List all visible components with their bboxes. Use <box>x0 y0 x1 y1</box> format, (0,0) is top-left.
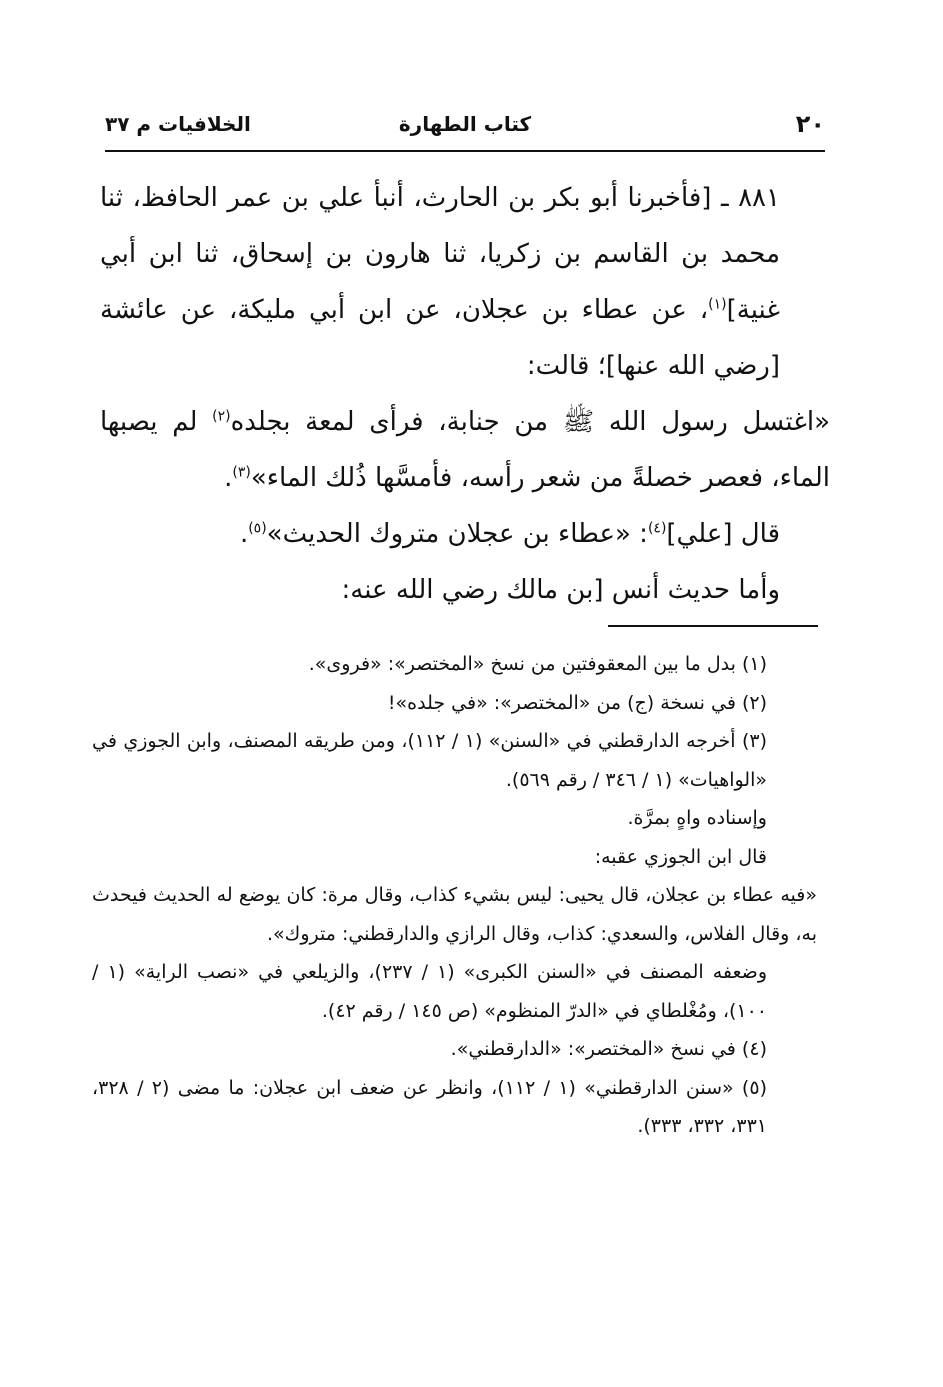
footnote-3-qala: قال ابن الجوزي عقبه: <box>594 845 767 868</box>
footnote-ref-5: (٥) <box>248 520 267 537</box>
page-number: ٢٠ <box>795 110 825 138</box>
isnad-part1: ٨٨١ ـ [فأخبرنا أبو بكر بن الحارث، أنبأ علي بن عمر الحافظ، ثنا محمد بن القاسم بن زكريا، ثنا هارون بن إسحاق، ثنا ابن أبي غنية] <box>100 183 780 325</box>
footnote-ref-4: (٤) <box>647 520 667 537</box>
qala-part2: : «عطاء بن عجلان متروك الحديث» <box>266 519 648 549</box>
footnotes <box>92 645 817 1146</box>
footnote-5: (٥) «سنن الدارقطني» (١ / ١١٢)، وانظر عن ضعف ابن عجلان: ما مضى (٢ / ٣٢٨، ٣٣١، ٣٣٢، ٣٣٣). <box>92 1076 767 1137</box>
anas-hadith-intro: وأما حديث أنس [بن مالك رضي الله عنه: <box>341 575 780 605</box>
chapter-title: كتاب الطهارة <box>398 112 532 136</box>
footnote-3-quote: «فيه عطاء بن عجلان، قال يحيى: ليس بشيء كذاب، وقال مرة: كان يوضع له الحديث فيحدث به، وقال الفلاس، والسعدي: كذاب، وقال الرازي والدارقطني: متروك». <box>92 884 817 945</box>
footnote-3: (٣) أخرجه الدارقطني في «السنن» (١ / ١١٢)، ومن طريقه المصنف، وابن الجوزي في «الواهيات» (١ / ٣٤٦ / رقم ٥٦٩). <box>92 730 768 791</box>
header-rule <box>105 150 825 152</box>
footnote-ref-1: (١) <box>708 296 727 313</box>
footnote-3-daaf: وضعفه المصنف في «السنن الكبرى» (١ / ٢٣٧)، والزيلعي في «نصب الراية» (١ / ١٠٠)، ومُغْلطاي في «الدرّ المنظوم» (ص ١٤٥ / رقم ٤٢). <box>92 961 767 1022</box>
matn-end: . <box>224 463 233 493</box>
footnote-ref-2: (٢) <box>212 408 231 425</box>
book-title: الخلافيات م ٣٧ <box>105 112 251 136</box>
footnote-4: (٤) في نسخ «المختصر»: «الدارقطني». <box>450 1038 767 1060</box>
qala-ali <box>100 506 830 562</box>
matn-part1: «اغتسل رسول الله ﷺ من جنابة، فرأى لمعة بجلده <box>230 407 830 437</box>
qala-part1: قال [علي] <box>666 519 780 549</box>
main-text <box>100 170 830 618</box>
footnote-1: (١) بدل ما بين المعقوفتين من نسخ «المختصر»: «فروى». <box>308 653 767 675</box>
qala-end: . <box>239 519 249 549</box>
hadith-matn <box>100 394 830 506</box>
footnote-separator <box>608 625 818 627</box>
footnote-ref-3: (٣) <box>232 464 251 481</box>
hadith-isnad <box>100 170 830 394</box>
running-header <box>105 112 825 148</box>
footnote-3-isnad: وإسناده واهٍ بمرَّة. <box>627 807 767 829</box>
footnote-2: (٢) في نسخة (ج) من «المختصر»: «في جلده»! <box>387 691 767 714</box>
isnad-part2: ، عن عطاء بن عجلان، عن ابن أبي مليكة، عن عائشة [رضي الله عنها]؛ قالت: <box>100 295 780 381</box>
matn-part2: لم يصبها الماء، فعصر خصلةً من شعر رأسه، فأمسَّها ذُلك الماء» <box>100 407 830 493</box>
